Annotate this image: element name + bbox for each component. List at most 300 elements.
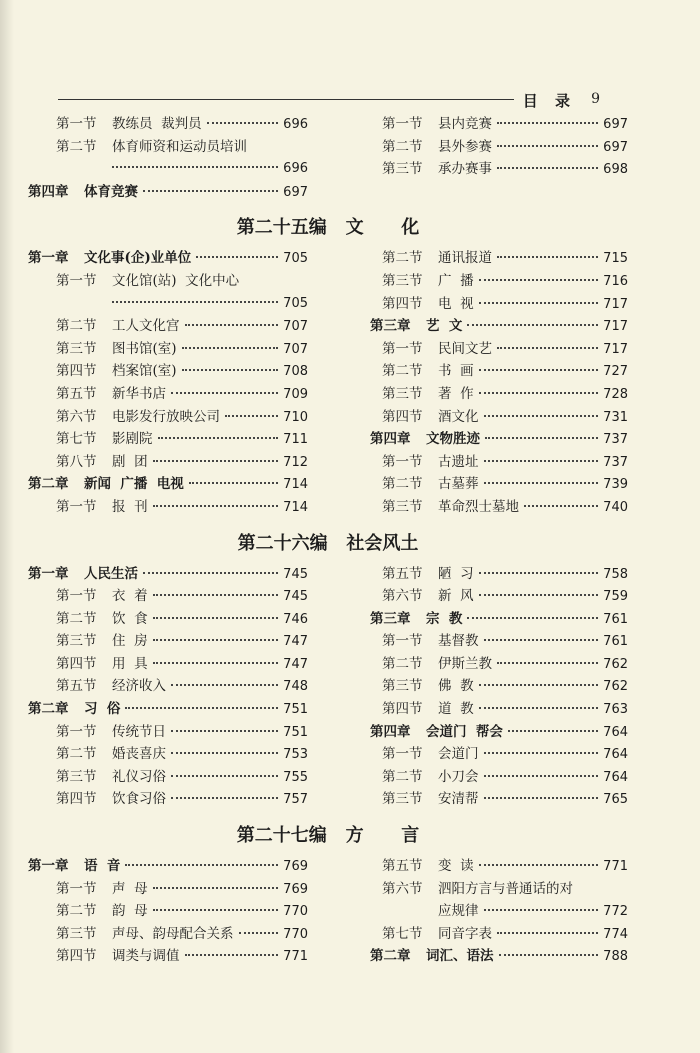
entry-page-number: 759 — [603, 589, 628, 605]
entry-number: 第四节 — [56, 791, 97, 808]
running-header — [58, 90, 600, 110]
dot-leader — [484, 797, 599, 799]
entry-page-number: 748 — [283, 679, 308, 695]
entry-page-number: 697 — [283, 184, 308, 200]
toc-chapter-entry[interactable] — [28, 181, 308, 204]
entry-number: 第四节 — [382, 701, 423, 718]
dot-leader — [153, 887, 279, 889]
entry-number: 第二节 — [382, 250, 423, 267]
entry-title: 工人文化宫 — [112, 318, 180, 335]
entry-title: 小刀会 — [438, 768, 479, 785]
entry-page-number: 717 — [603, 296, 628, 312]
entry-title: 广 播 — [438, 272, 474, 289]
entry-number: 第一节 — [382, 633, 423, 650]
entry-number: 第二节 — [56, 318, 97, 335]
entry-page-number: 696 — [283, 161, 308, 177]
toc-section-entry[interactable] — [370, 293, 628, 316]
entry-title: 新闻 广播 电视 — [84, 476, 184, 493]
entry-number: 第四节 — [382, 408, 423, 425]
entry-page-number: 747 — [283, 634, 308, 650]
entry-title: 档案馆(室) — [112, 363, 177, 380]
entry-title: 报 刊 — [112, 498, 148, 515]
entry-number: 第七节 — [56, 431, 97, 448]
dot-leader — [143, 190, 278, 192]
toc-section-entry[interactable] — [370, 653, 628, 676]
toc-section-entry[interactable] — [28, 608, 308, 631]
entry-number: 第八节 — [56, 453, 97, 470]
entry-title: 新 风 — [438, 588, 474, 605]
entry-page-number: 747 — [283, 656, 308, 672]
toc-section-entry[interactable] — [370, 338, 628, 361]
entry-title: 婚丧喜庆 — [112, 746, 166, 763]
dot-leader — [158, 437, 279, 439]
entry-page-number: 717 — [603, 341, 628, 357]
entry-number: 第六节 — [56, 408, 97, 425]
entry-title: 礼仪习俗 — [112, 768, 166, 785]
toc-section-entry[interactable] — [28, 451, 308, 474]
entry-page-number: 764 — [603, 747, 628, 763]
entry-page-number: 762 — [603, 679, 628, 695]
entry-number: 第二节 — [382, 138, 423, 155]
toc-section-entry[interactable] — [370, 406, 628, 429]
entry-page-number: 761 — [603, 611, 628, 627]
entry-number: 第五节 — [382, 858, 423, 875]
entry-page-number: 769 — [283, 859, 308, 875]
entry-number: 第四节 — [56, 363, 97, 380]
entry-number: 第二节 — [382, 363, 423, 380]
toc-section-entry[interactable] — [28, 900, 308, 923]
toc-section-entry[interactable] — [28, 270, 308, 293]
entry-number: 第四章 — [370, 723, 411, 740]
entry-title: 饮食习俗 — [112, 791, 166, 808]
toc-section-entry[interactable] — [28, 653, 308, 676]
entry-title: 变 读 — [438, 858, 474, 875]
entry-title: 词汇、语法 — [426, 948, 494, 965]
entry-number: 第一节 — [56, 272, 97, 289]
toc-chapter-entry[interactable] — [28, 247, 308, 270]
toc-chapter-entry[interactable] — [28, 563, 308, 586]
dot-leader — [467, 324, 598, 326]
entry-page-number: 740 — [603, 499, 628, 515]
entry-number: 第三节 — [382, 498, 423, 515]
entry-title: 宗 教 — [426, 610, 463, 627]
header-rule — [58, 99, 514, 100]
entry-page-number: 751 — [283, 724, 308, 740]
dot-leader — [171, 797, 278, 799]
entry-page-number: 745 — [283, 566, 308, 582]
entry-page-number: 762 — [603, 656, 628, 672]
entry-title: 泗阳方言与普通话的对 — [438, 880, 573, 897]
entry-title: 承办赛事 — [438, 161, 492, 178]
entry-page-number: 717 — [603, 319, 628, 335]
entry-title: 衣 着 — [112, 588, 148, 605]
dot-leader — [484, 752, 599, 754]
entry-number: 第六节 — [382, 588, 423, 605]
entry-title: 体育师资和运动员培训 — [112, 138, 247, 155]
toc-section-entry[interactable] — [370, 788, 628, 811]
dot-leader — [479, 864, 599, 866]
entry-title: 县外参赛 — [438, 138, 492, 155]
dot-leader — [484, 482, 599, 484]
toc-column-right — [370, 855, 628, 968]
entry-number: 第四节 — [382, 295, 423, 312]
entry-number: 第一节 — [56, 116, 97, 132]
dot-leader — [499, 954, 599, 956]
toc-section-entry[interactable] — [28, 136, 308, 159]
table-of-contents — [28, 113, 628, 968]
entry-page-number: 774 — [603, 926, 628, 942]
entry-title: 语 音 — [84, 858, 121, 875]
entry-page-number: 772 — [603, 904, 628, 920]
header-title: 目 录 — [522, 92, 576, 110]
entry-page-number: 739 — [603, 477, 628, 493]
entry-page-number: 709 — [283, 386, 308, 402]
dot-leader — [153, 662, 279, 664]
entry-number: 第三节 — [56, 768, 97, 785]
toc-section-entry[interactable] — [28, 721, 308, 744]
entry-title: 图书馆(室) — [112, 340, 177, 357]
dot-leader — [153, 617, 279, 619]
entry-number: 第三章 — [370, 318, 411, 335]
toc-chapter-entry[interactable] — [28, 698, 308, 721]
dot-leader — [479, 594, 599, 596]
entry-title: 用 具 — [112, 655, 148, 672]
entry-number: 第一节 — [382, 340, 423, 357]
entry-number: 第二章 — [28, 476, 69, 493]
entry-number: 第三节 — [382, 678, 423, 695]
entry-title: 人民生活 — [84, 565, 138, 582]
toc-section-entry[interactable] — [28, 766, 308, 789]
dot-leader — [125, 707, 278, 709]
toc-column-right — [370, 247, 628, 518]
toc-chapter-entry[interactable] — [370, 721, 628, 744]
entry-page-number: 765 — [603, 792, 628, 808]
toc-column-left — [28, 247, 308, 518]
toc-continuation-line[interactable] — [370, 900, 628, 923]
toc-section-entry[interactable] — [370, 158, 628, 181]
entry-number: 第二节 — [56, 138, 97, 155]
toc-section-entry[interactable] — [28, 878, 308, 901]
toc-column-left — [28, 113, 308, 203]
toc-section-entry[interactable] — [28, 630, 308, 653]
dot-leader — [153, 639, 279, 641]
toc-section-entry[interactable] — [28, 406, 308, 429]
entry-page-number: 755 — [283, 769, 308, 785]
entry-page-number: 716 — [603, 273, 628, 289]
toc-column-right — [370, 563, 628, 812]
dot-leader — [182, 347, 279, 349]
dot-leader — [497, 932, 598, 934]
dot-leader — [479, 684, 599, 686]
toc-section-entry[interactable] — [370, 855, 628, 878]
dot-leader — [484, 775, 599, 777]
entry-number: 第四章 — [28, 183, 69, 200]
entry-page-number: 710 — [283, 409, 308, 425]
toc-section-entry[interactable] — [28, 585, 308, 608]
dot-leader — [171, 752, 278, 754]
entry-page-number: 715 — [603, 251, 628, 267]
entry-number: 第二节 — [382, 768, 423, 785]
dot-leader — [171, 392, 278, 394]
dot-leader — [497, 122, 598, 124]
dot-leader — [497, 145, 598, 147]
entry-number: 第一节 — [56, 723, 97, 740]
entry-title: 书 画 — [438, 363, 474, 380]
entry-title: 安清帮 — [438, 791, 479, 808]
entry-page-number: 696 — [283, 117, 308, 132]
entry-title: 体育竞赛 — [84, 183, 138, 200]
dot-leader — [484, 415, 599, 417]
toc-section-entry[interactable] — [370, 766, 628, 789]
toc-section-entry[interactable] — [370, 496, 628, 519]
toc-chapter-entry[interactable] — [370, 608, 628, 631]
toc-section-entry[interactable] — [370, 247, 628, 270]
entry-page-number: 737 — [603, 432, 628, 448]
entry-number: 第一章 — [28, 250, 69, 267]
entry-title: 声母、韵母配合关系 — [112, 925, 234, 942]
dot-leader — [153, 594, 279, 596]
toc-section-entry[interactable] — [28, 338, 308, 361]
entry-title: 文化事(企)业单位 — [84, 250, 192, 267]
entry-number: 第一节 — [56, 880, 97, 897]
entry-title: 韵 母 — [112, 903, 148, 920]
toc-chapter-entry[interactable] — [28, 855, 308, 878]
entry-number: 第二章 — [370, 948, 411, 965]
entry-title: 伊斯兰教 — [438, 655, 492, 672]
entry-title: 佛 教 — [438, 678, 474, 695]
toc-section-entry[interactable] — [28, 496, 308, 519]
entry-page-number: 707 — [283, 319, 308, 335]
dot-leader — [125, 864, 278, 866]
toc-section-entry[interactable] — [28, 945, 308, 968]
entry-page-number: 788 — [603, 949, 628, 965]
toc-section-entry[interactable] — [28, 923, 308, 946]
entry-page-number: 727 — [603, 364, 628, 380]
entry-number: 第四节 — [56, 948, 97, 965]
dot-leader — [484, 639, 599, 641]
entry-number: 第三节 — [382, 161, 423, 178]
dot-leader — [185, 324, 279, 326]
dot-leader — [207, 122, 279, 124]
entry-page-number: 707 — [283, 341, 308, 357]
entry-number: 第四章 — [370, 431, 411, 448]
part-title: 第二十六编 社会风土 — [237, 532, 419, 554]
entry-title: 陋 习 — [438, 565, 474, 582]
page-edge-shadow — [0, 0, 14, 1053]
entry-title: 古遗址 — [438, 453, 479, 470]
entry-number: 第四节 — [56, 655, 97, 672]
dot-leader — [467, 617, 598, 619]
entry-title: 革命烈士墓地 — [438, 498, 519, 515]
dot-leader — [153, 909, 279, 911]
entry-title: 通讯报道 — [438, 250, 492, 267]
entry-number: 第二章 — [28, 701, 69, 718]
entry-page-number: 731 — [603, 409, 628, 425]
toc-section-entry[interactable] — [28, 113, 308, 136]
entry-title: 基督教 — [438, 633, 479, 650]
dot-leader — [485, 437, 598, 439]
toc-chapter-entry[interactable] — [370, 945, 628, 968]
toc-section-entry[interactable] — [370, 113, 628, 136]
entry-title: 会道门 — [438, 746, 479, 763]
toc-continuation-line[interactable] — [28, 158, 308, 181]
entry-page-number: 697 — [603, 139, 628, 155]
entry-page-number: 705 — [283, 251, 308, 267]
toc-chapter-entry[interactable] — [370, 428, 628, 451]
toc-chapter-entry[interactable] — [28, 473, 308, 496]
dot-leader — [479, 707, 599, 709]
entry-title: 饮 食 — [112, 610, 148, 627]
dot-leader — [112, 166, 278, 168]
entry-number: 第三节 — [382, 272, 423, 289]
entry-number: 第五节 — [382, 565, 423, 582]
entry-title: 文物胜迹 — [426, 431, 480, 448]
entry-number: 第三章 — [370, 610, 411, 627]
entry-title: 电 视 — [438, 295, 474, 312]
dot-leader — [171, 730, 278, 732]
entry-title: 经济收入 — [112, 678, 166, 695]
toc-section-entry[interactable] — [370, 878, 628, 901]
dot-leader — [497, 167, 598, 169]
toc-part-bian25 — [28, 211, 628, 518]
entry-title: 会道门 帮会 — [426, 723, 503, 740]
toc-section-entry[interactable] — [370, 563, 628, 586]
dot-leader — [497, 347, 598, 349]
entry-number: 第一节 — [382, 453, 423, 470]
part-title: 第二十七编 方 言 — [236, 825, 420, 847]
toc-section-entry[interactable] — [370, 383, 628, 406]
entry-page-number: 757 — [283, 792, 308, 808]
entry-page-number: 714 — [283, 477, 308, 493]
entry-number: 第五节 — [56, 385, 97, 402]
toc-part-bian27 — [28, 819, 628, 968]
toc-section-entry[interactable] — [28, 428, 308, 451]
entry-number: 第二节 — [382, 476, 423, 493]
toc-section-entry[interactable] — [370, 923, 628, 946]
entry-title: 县内竞赛 — [438, 116, 492, 132]
toc-section-entry[interactable] — [28, 788, 308, 811]
dot-leader — [479, 572, 599, 574]
entry-page-number: 712 — [283, 454, 308, 470]
entry-title: 民间文艺 — [438, 340, 492, 357]
toc-section-entry[interactable] — [370, 630, 628, 653]
toc-section-entry[interactable] — [370, 270, 628, 293]
toc-section-entry[interactable] — [28, 315, 308, 338]
toc-section-entry[interactable] — [370, 675, 628, 698]
entry-number: 第一节 — [56, 498, 97, 515]
entry-title: 道 教 — [438, 701, 474, 718]
entry-page-number: 761 — [603, 634, 628, 650]
entry-title: 传统节日 — [112, 723, 166, 740]
entry-number: 第三节 — [56, 925, 97, 942]
dot-leader — [479, 392, 599, 394]
toc-section-entry[interactable] — [370, 360, 628, 383]
dot-leader — [497, 662, 598, 664]
dot-leader — [225, 415, 278, 417]
page-number: 9 — [591, 91, 600, 107]
entry-page-number: 758 — [603, 566, 628, 582]
toc-part-top — [28, 113, 628, 203]
dot-leader — [479, 279, 599, 281]
toc-section-entry[interactable] — [28, 383, 308, 406]
part-title: 第二十五编 文 化 — [236, 217, 420, 239]
entry-number: 第三节 — [382, 385, 423, 402]
dot-leader — [185, 954, 279, 956]
toc-column-left — [28, 855, 308, 968]
entry-page-number: 698 — [603, 162, 628, 178]
entry-title: 电影发行放映公司 — [112, 408, 220, 425]
entry-title: 调类与调值 — [112, 948, 180, 965]
dot-leader — [508, 730, 598, 732]
entry-title: 应规律 — [438, 903, 479, 920]
entry-number: 第二节 — [56, 746, 97, 763]
dot-leader — [524, 505, 598, 507]
entry-number: 第二节 — [56, 610, 97, 627]
entry-page-number: 746 — [283, 611, 308, 627]
entry-number: 第一节 — [382, 746, 423, 763]
entry-title: 教练员 裁判员 — [112, 116, 202, 132]
entry-page-number: 770 — [283, 904, 308, 920]
entry-page-number: 764 — [603, 769, 628, 785]
dot-leader — [143, 572, 278, 574]
entry-title: 文化馆(站) 文化中心 — [112, 272, 240, 289]
entry-page-number: 764 — [603, 724, 628, 740]
entry-page-number: 770 — [283, 926, 308, 942]
toc-section-entry[interactable] — [370, 585, 628, 608]
toc-section-entry[interactable] — [28, 360, 308, 383]
toc-section-entry[interactable] — [370, 698, 628, 721]
entry-page-number: 728 — [603, 386, 628, 402]
toc-section-entry[interactable] — [370, 743, 628, 766]
toc-section-entry[interactable] — [370, 136, 628, 159]
entry-title: 酒文化 — [438, 408, 479, 425]
toc-section-entry[interactable] — [28, 743, 308, 766]
entry-page-number: 708 — [283, 364, 308, 380]
entry-number: 第一节 — [382, 116, 423, 132]
entry-number: 第一章 — [28, 858, 69, 875]
toc-section-entry[interactable] — [28, 675, 308, 698]
toc-section-entry[interactable] — [370, 473, 628, 496]
toc-section-entry[interactable] — [370, 451, 628, 474]
entry-title: 同音字表 — [438, 925, 492, 942]
entry-page-number: 771 — [603, 859, 628, 875]
entry-title: 著 作 — [438, 385, 474, 402]
dot-leader — [112, 301, 278, 303]
entry-page-number: 745 — [283, 589, 308, 605]
dot-leader — [239, 932, 279, 934]
entry-title: 住 房 — [112, 633, 148, 650]
entry-page-number: 769 — [283, 881, 308, 897]
entry-title: 艺 文 — [426, 318, 463, 335]
toc-chapter-entry[interactable] — [370, 315, 628, 338]
toc-column-right — [370, 113, 628, 203]
entry-page-number: 737 — [603, 454, 628, 470]
dot-leader — [196, 256, 278, 258]
dot-leader — [479, 302, 599, 304]
toc-continuation-line[interactable] — [28, 293, 308, 316]
entry-number: 第三节 — [56, 340, 97, 357]
entry-number: 第一节 — [56, 588, 97, 605]
entry-page-number: 705 — [283, 295, 308, 311]
entry-number: 第三节 — [56, 633, 97, 650]
entry-page-number: 711 — [283, 432, 308, 448]
toc-part-bian26 — [28, 527, 628, 812]
entry-page-number: 771 — [283, 949, 308, 965]
entry-title: 习 俗 — [84, 701, 121, 718]
dot-leader — [497, 256, 598, 258]
entry-title: 剧 团 — [112, 453, 148, 470]
entry-page-number: 751 — [283, 702, 308, 718]
